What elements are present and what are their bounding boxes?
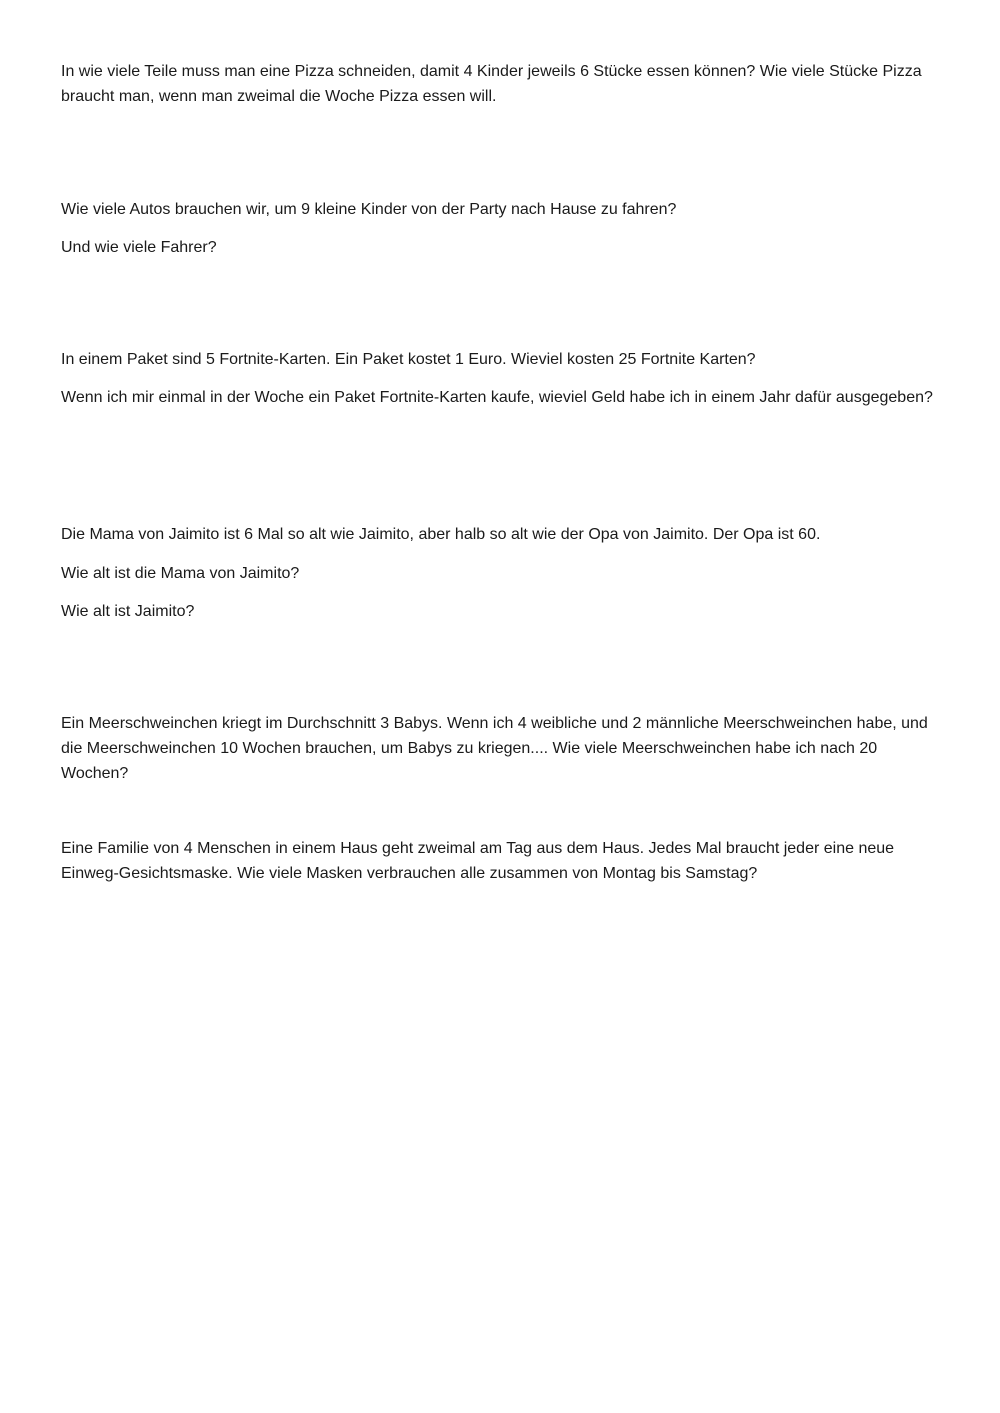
- question-paragraph: Wenn ich mir einmal in der Woche ein Paket Fortnite-Karten kaufe, wieviel Geld habe ich in einem Jahr dafür ausgegeben?: [61, 389, 933, 406]
- question-paragraph: Eine Familie von 4 Menschen in einem Haus geht zweimal am Tag aus dem Haus. Jedes Mal braucht jeder eine neue Einweg-Gesichtsmaske. Wie viele Masken verbrauchen alle zusammen von Montag bis Samstag?: [61, 840, 895, 882]
- question-paragraph: Wie alt ist Jaimito?: [61, 603, 195, 620]
- question-paragraph: In wie viele Teile muss man eine Pizza schneiden, damit 4 Kinder jeweils 6 Stücke essen können? Wie viele Stücke Pizza braucht man, wenn man zweimal die Woche Pizza essen will.: [61, 63, 922, 105]
- question-paragraph: Die Mama von Jaimito ist 6 Mal so alt wie Jaimito, aber halb so alt wie der Opa von Jaimito. Der Opa ist 60.: [61, 526, 821, 543]
- question-paragraph: Wie viele Autos brauchen wir, um 9 kleine Kinder von der Party nach Hause zu fahren?: [61, 201, 677, 218]
- question-paragraph: Wie alt ist die Mama von Jaimito?: [61, 565, 300, 582]
- question-paragraph: Und wie viele Fahrer?: [61, 239, 217, 256]
- question-paragraph: In einem Paket sind 5 Fortnite-Karten. Ein Paket kostet 1 Euro. Wieviel kosten 25 Fortnite Karten?: [61, 351, 756, 368]
- question-paragraph: Ein Meerschweinchen kriegt im Durchschnitt 3 Babys. Wenn ich 4 weibliche und 2 männliche Meerschweinchen habe, und die Meerschweinchen 10 Wochen brauchen, um Babys zu kriegen.... Wie viele Meerschweinchen habe ich nach 20 Wochen?: [61, 715, 928, 782]
